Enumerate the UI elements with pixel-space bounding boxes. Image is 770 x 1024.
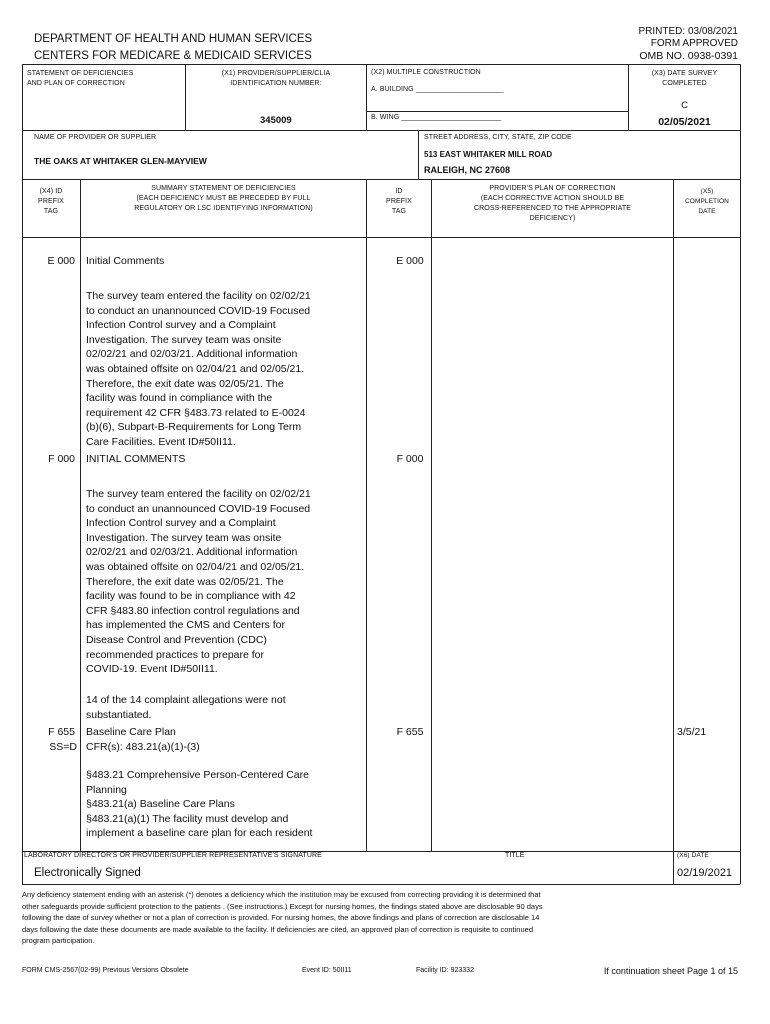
facility-id: Facility ID: 923332: [416, 967, 474, 974]
rule: [80, 179, 81, 851]
e000-title: Initial Comments: [86, 255, 165, 267]
provider-value: THE OAKS AT WHITAKER GLEN-MAYVIEW: [34, 156, 207, 166]
f655-text: §483.21 Comprehensive Person-Centered Care Planning §483.21(a) Baseline Care Plans §483.21(a)(1) The facility must develop and implement a baseline care plan for each resident: [86, 769, 313, 840]
rule: [673, 179, 674, 851]
title-label: TITLE: [505, 852, 525, 859]
x3-code: C: [681, 100, 688, 111]
address-line2: RALEIGH, NC 27608: [424, 165, 511, 175]
signature-date: 02/19/2021: [677, 867, 733, 879]
rule: [740, 64, 741, 851]
signature-label: LABORATORY DIRECTOR'S OR PROVIDER/SUPPLIER REPRESENTATIVE'S SIGNATURE: [24, 852, 322, 859]
event-id: Event ID: 50II11: [302, 967, 352, 974]
rule: [22, 237, 740, 238]
f655-id: F 655: [396, 726, 424, 738]
f000-title: INITIAL COMMENTS: [86, 453, 186, 465]
building-line: A. BUILDING ______________________: [371, 86, 504, 93]
omb-number: OMB NO. 0938-0391: [639, 50, 738, 62]
f000-text: The survey team entered the facility on 02/02/21 to conduct an unannounced COVID-19 Focused Infection Control survey and a Complaint Investigation. The survey team was onsite 02/02/21 and 02/03/21. Additional information was obtained offsite on 02/04/21 and 02/05/21. Therefore, the exit date was 02/05/21. The facility was found to be in compliance with 42 CFR §483.80 infection control regulations and has implemented the CMS and Centers for Disease Control and Prevention (CDC) recommended practices to prepare for COVID-19. Event ID#50II11.: [86, 488, 311, 676]
signature-value: Electronically Signed: [34, 867, 141, 879]
f000-tag: F 000: [48, 453, 75, 465]
summary-header: SUMMARY STATEMENT OF DEFICIENCIES (EACH DEFICIENCY MUST BE PRECEDED BY FULL REGULATORY OR LSC IDENTIFYING INFORMATION): [134, 185, 313, 212]
rule: [673, 851, 674, 884]
centers-title: CENTERS FOR MEDICARE & MEDICAID SERVICES: [34, 50, 312, 62]
rule: [431, 179, 432, 851]
f655-completion-date: 3/5/21: [677, 726, 707, 738]
rule: [22, 130, 740, 131]
rule: [366, 64, 367, 130]
rule: [22, 884, 740, 885]
address-label: STREET ADDRESS, CITY, STATE, ZIP CODE: [424, 134, 572, 141]
continuation-page: If continuation sheet Page 1 of 15: [603, 966, 738, 976]
statement-label: STATEMENT OF DEFICIENCIES AND PLAN OF CORRECTION: [27, 70, 134, 87]
department-title: DEPARTMENT OF HEALTH AND HUMAN SERVICES: [34, 33, 313, 45]
x5-header: (X5) COMPLETION DATE: [685, 188, 729, 215]
x1-value: 345009: [260, 115, 292, 126]
plan-header: PROVIDER'S PLAN OF CORRECTION (EACH CORRECTIVE ACTION SHOULD BE CROSS-REFERENCED TO THE APPROPRIATE DEFICIENCY): [473, 185, 631, 222]
rule: [22, 64, 740, 65]
f000-text2: 14 of the 14 complaint allegations were not substantiated.: [86, 694, 286, 721]
rule: [22, 851, 23, 884]
f655-title: Baseline Care Plan: [86, 726, 176, 738]
x2-label: (X2) MULTIPLE CONSTRUCTION: [371, 69, 481, 76]
x1-label: (X1) PROVIDER/SUPPLIER/CLIA IDENTIFICATION NUMBER:: [221, 70, 331, 87]
form-approved: FORM APPROVED: [650, 38, 738, 49]
e000-text: The survey team entered the facility on 02/02/21 to conduct an unannounced COVID-19 Focused Infection Control survey and a Complaint Investigation. The survey team was onsite 02/02/21 and 02/03/21. Additional information was obtained offsite on 02/04/21 and 02/05/21. Therefore, the exit date was 02/05/21. The facility was found in compliance with the requirement 42 CFR §483.73 related to E-0024 (b)(6), Subpart-B-Requirements for Long Term Care Facilities. Event ID#50II11.: [86, 290, 311, 448]
f655-ss: SS=D: [49, 741, 77, 753]
f655-tag: F 655: [48, 726, 75, 738]
wing-line: B. WING _________________________: [371, 114, 502, 121]
provider-label: NAME OF PROVIDER OR SUPPLIER: [34, 134, 157, 141]
x3-value: 02/05/2021: [658, 116, 711, 128]
id-header: ID PREFIX TAG: [386, 188, 412, 215]
form-number: FORM CMS-2567(02-99) Previous Versions Obsolete: [22, 967, 189, 974]
rule: [418, 130, 419, 179]
rule: [366, 111, 628, 112]
x3-label: (X3) DATE SURVEY COMPLETED: [651, 70, 718, 87]
printed-date: PRINTED: 03/08/2021: [638, 26, 738, 37]
address-line1: 513 EAST WHITAKER MILL ROAD: [424, 150, 553, 159]
rule: [366, 179, 367, 851]
rule: [22, 179, 740, 180]
date-label: (X6) DATE: [677, 852, 709, 859]
rule: [740, 851, 741, 884]
e000-id: E 000: [396, 255, 424, 267]
f000-id: F 000: [396, 453, 424, 465]
f655-cfr: CFR(s): 483.21(a)(1)-(3): [86, 741, 200, 753]
e000-tag: E 000: [47, 255, 75, 267]
disclaimer: Any deficiency statement ending with an asterisk (*) denotes a deficiency which the institution may be excused from correcting providing it is determined that other safeguards provide sufficient protection to the patients . (See instructions.) Except for nursing homes, the findings stated above are disclosable 90 days following the date of survey whether or not a plan of correction is provided. For nursing homes, the above findings and plans of correction are disclosable 14 days following the date these documents are made available to the facility. If deficiencies are cited, an approved plan of correction is requisite to continued program participation.: [22, 890, 543, 945]
x4-header: (X4) ID PREFIX TAG: [38, 188, 64, 215]
